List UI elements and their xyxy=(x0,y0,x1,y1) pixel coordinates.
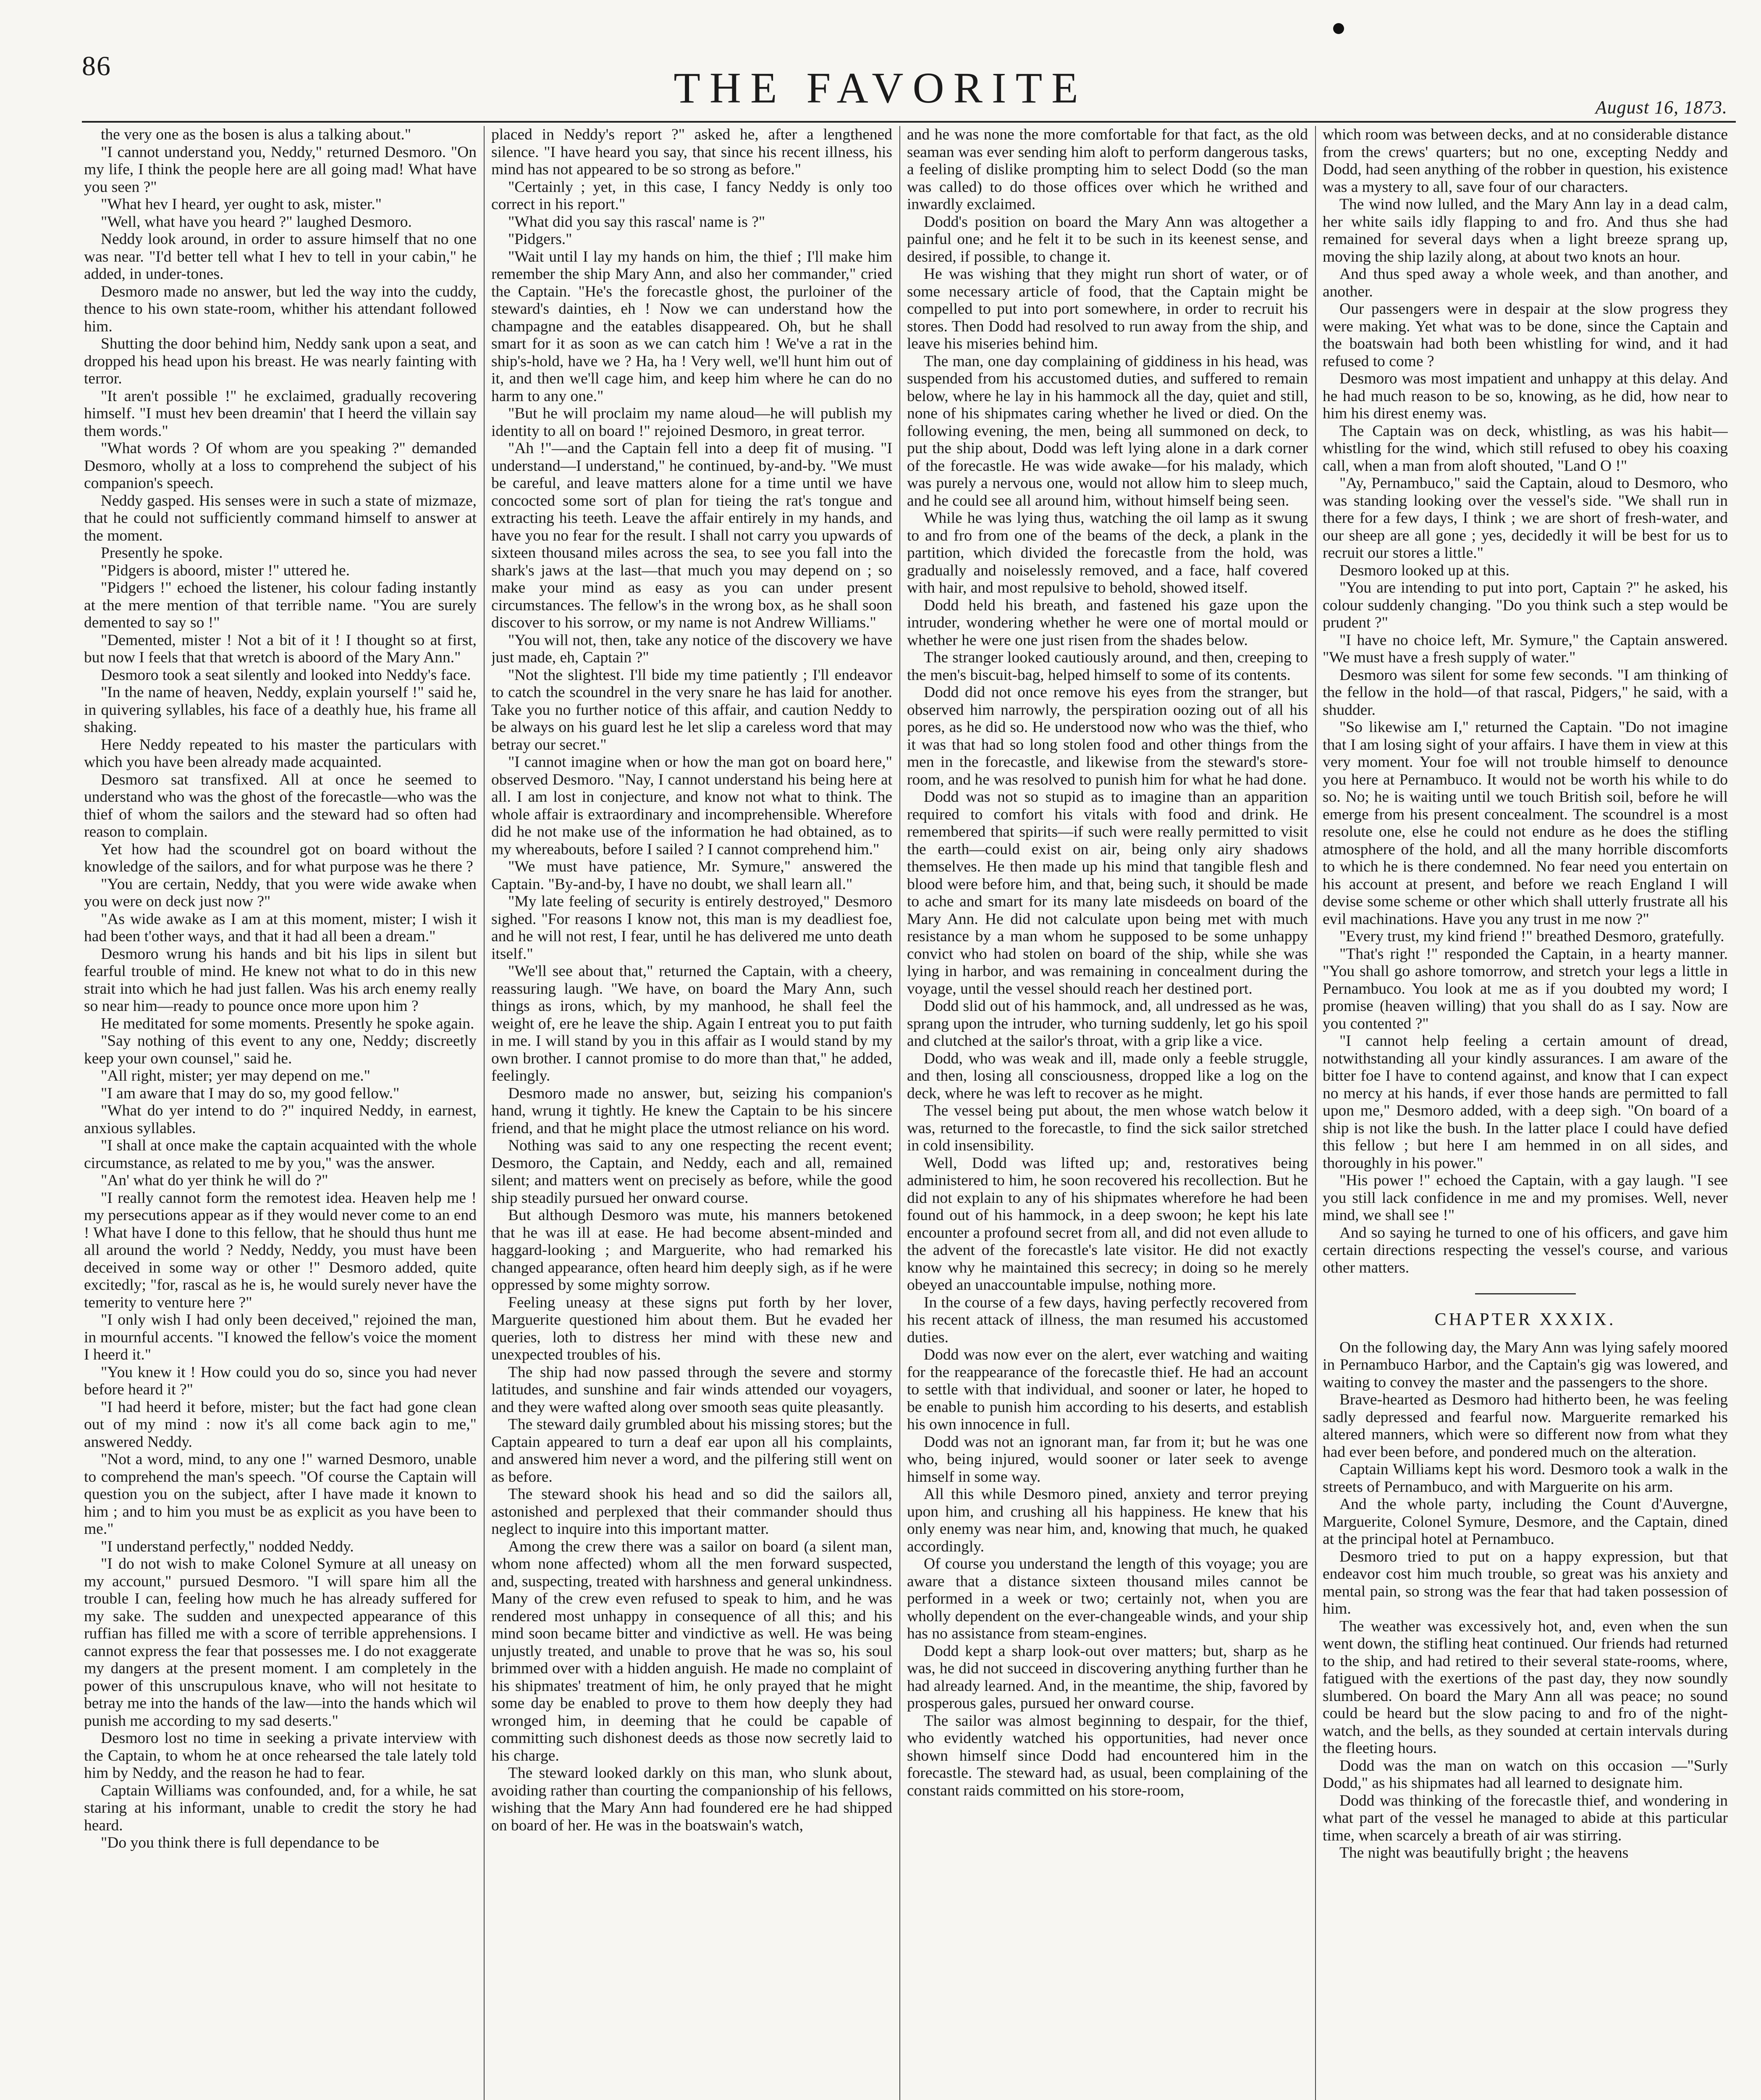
column-divider xyxy=(1315,126,1316,2100)
paragraph: Yet how had the scoundrel got on board without the knowledge of the sailors, and for what purpose was he there ? xyxy=(84,840,477,875)
paragraph: And the whole party, including the Count d'Auvergne, Marguerite, Colonel Symure, Desmore, and the Captain, dined at the principal hotel at Pernambuco. xyxy=(1323,1496,1728,1548)
paragraph: Desmoro was most impatient and unhappy at this delay. And he had much reason to be so, knowing, as he did, how near to him his direst enemy was. xyxy=(1323,370,1728,422)
paragraph: In the course of a few days, having perfectly recovered from his recent attack of illness, the man resumed his accustomed duties. xyxy=(907,1294,1308,1346)
paragraph: And so saying he turned to one of his officers, and gave him certain directions respecting the vessel's course, and various other matters. xyxy=(1323,1224,1728,1276)
paragraph: Dodd slid out of his hammock, and, all undressed as he was, sprang upon the intruder, who turning suddenly, let go his spoil and clutched at the sailor's throat, with a grip like a vice. xyxy=(907,998,1308,1050)
column-divider xyxy=(899,126,900,2100)
paragraph: Dodd was the man on watch on this occasion —"Surly Dodd," as his shipmates had all learned to designate him. xyxy=(1323,1757,1728,1792)
paragraph: "I am aware that I may do so, my good fellow." xyxy=(101,1084,400,1102)
paragraph: Dodd held his breath, and fastened his gaze upon the intruder, wondering whether he were one of mortal mould or whether he were one just risen from the shades below. xyxy=(907,596,1308,649)
paragraph: While he was lying thus, watching the oil lamp as it swung to and fro from one of the beams of the deck, a plank in the partition, which divided the forecastle from the hold, was gradually and noiselessly removed, and a face, half covered with hair, and most repulsive to behold, showed itself. xyxy=(907,509,1308,596)
paragraph: The sailor was almost beginning to despair, for the thief, who evidently watched his opportunities, had never once shown himself since Dodd had encountered him in the forecastle. The steward had, as usual, been complaining of the constant raids committed on his store-room, xyxy=(907,1712,1308,1799)
paragraph: "An' what do yer think he will do ?" xyxy=(101,1172,328,1189)
paragraph: The Captain was on deck, whistling, as was his habit—whistling for the wind, which still refused to obey his coaxing call, when a man from aloft shouted, "Land O !" xyxy=(1323,422,1728,475)
paragraph: But although Desmoro was mute, his manners betokened that he was ill at ease. He had become absent-minded and haggard-looking ; and Marguerite, who had remarked his changed appearance, often heard him deeply sigh, as if he were oppressed by some mighty sorrow. xyxy=(491,1207,892,1294)
paragraph: Desmoro wrung his hands and bit his lips in silent but fearful trouble of mind. He knew not what to do in this new strait into which he had just fallen. Was his arch enemy really so near him—ready to pounce once more upon him ? xyxy=(84,945,477,1015)
paragraph: Desmoro looked up at this. xyxy=(1339,562,1510,579)
paragraph: Feeling uneasy at these signs put forth by her lover, Marguerite questioned him about them. But he evaded her queries, loth to distress her mind with these new and unexpected troubles of his. xyxy=(491,1294,892,1363)
paragraph: The steward looked darkly on this man, who slunk about, avoiding rather than courting the companionship of his fellows, wishing that the Mary Ann had foundered ere he had shipped on board of her. He was in the boatswain's watch, xyxy=(491,1764,892,1834)
paragraph: "My late feeling of security is entirely destroyed," Desmoro sighed. "For reasons I know not, this man is my deadliest foe, and he will not rest, I fear, until he has delivered me unto death itself." xyxy=(491,893,892,963)
paragraph: "But he will proclaim my name aloud—he will publish my identity to all on board !" rejoined Desmoro, in great terror. xyxy=(491,405,892,440)
paragraph: Dodd kept a sharp look-out over matters; but, sharp as he was, he did not succeed in discovering anything further than he had already learned. And, in the meantime, the ship, favored by prosperous gales, pursued her onward course. xyxy=(907,1642,1308,1712)
paragraph: "His power !" echoed the Captain, with a gay laugh. "I see you still lack confidence in me and my promises. Well, never mind, we shall see !" xyxy=(1323,1172,1728,1224)
issue-date: August 16, 1873. xyxy=(1595,97,1727,118)
chapter-heading: CHAPTER XXXIX. xyxy=(1434,1310,1616,1329)
paragraph: On the following day, the Mary Ann was lying safely moored in Pernambuco Harbor, and the Captain's gig was lowered, and waiting to convey the master and the passengers to the shore. xyxy=(1323,1339,1728,1391)
paragraph: "In the name of heaven, Neddy, explain yourself !" said he, in quivering syllables, his face of a deathly hue, his frame all shaking. xyxy=(84,684,477,736)
paragraph: Desmoro was silent for some few seconds. "I am thinking of the fellow in the hold—of that rascal, Pidgers," he said, with a shudder. xyxy=(1323,666,1728,719)
paragraph: The steward shook his head and so did the sailors all, astonished and perplexed that their commander should thus neglect to inquire into this important matter. xyxy=(491,1486,892,1538)
paragraph: The vessel being put about, the men whose watch below it was, returned to the forecastle, to find the sick sailor stretched in cold insensibility. xyxy=(907,1102,1308,1154)
paragraph: The night was beautifully bright ; the heavens xyxy=(1339,1844,1629,1861)
paragraph: "Every trust, my kind friend !" breathed Desmoro, gratefully. xyxy=(1339,928,1724,945)
paragraph: placed in Neddy's report ?" asked he, after a lengthened silence. "I have heard you say, that since his recent illness, his mind has not appeared to be so strong as before." xyxy=(491,126,892,178)
column-2 xyxy=(491,126,892,2100)
paragraph: The man, one day complaining of giddiness in his head, was suspended from his accustomed duties, and suffered to remain below, where he lay in his hammock all the day, quiet and still, none of his shipmates caring whether he lived or died. On the following evening, the men, being all summoned on deck, to put the ship about, Dodd was left lying alone in a dark corner of the forecastle. He was wide awake—for his malady, which was purely a nervous one, would not allow him to sleep much, and he could see all around him, without himself being seen. xyxy=(907,352,1308,509)
paragraph: "Say nothing of this event to any one, Neddy; discreetly keep your own counsel," said he. xyxy=(84,1032,477,1067)
paragraph: "Pidgers is aboord, mister !" uttered he. xyxy=(101,562,350,579)
paragraph: Desmoro made no answer, but, seizing his companion's hand, wrung it tightly. He knew the Captain to be his sincere friend, and that he might place the utmost reliance on his word. xyxy=(491,1084,892,1137)
paragraph: Dodd, who was weak and ill, made only a feeble struggle, and then, losing all consciousness, dropped like a log on the deck, where he was left to recover as he might. xyxy=(907,1050,1308,1102)
paragraph: The weather was excessively hot, and, even when the sun went down, the stifling heat continued. Our friends had returned to the ship, and had retired to their several state-rooms, where, fatigued with the exertions of the past day, they now soundly slumbered. On board the Mary Ann all was peace; no sound could be heard but the slow pacing to and fro of the night-watch, and the bells, as they sounded at certain intervals during the fleeting hours. xyxy=(1323,1617,1728,1757)
paragraph: Well, Dodd was lifted up; and, restoratives being administered to him, he soon recovered his recollection. But he did not explain to any of his shipmates wherefore he had been found out of his hammock, in a deep swoon; he kept his late encounter a profound secret from all, and did not even allude to the advent of the forecastle's late visitor. He did not exactly know why he maintained this secrecy; in doing so he merely obeyed an unaccountable impulse, nothing more. xyxy=(907,1154,1308,1294)
paragraph: The steward daily grumbled about his missing stores; but the Captain appeared to turn a deaf ear upon all his complaints, and answered him never a word, and the pilfering still went on as before. xyxy=(491,1416,892,1486)
paragraph: Nothing was said to any one respecting the recent event; Desmoro, the Captain, and Neddy, each and all, remained silent; and matters went on precisely as before, while the good ship steadily pursued her onward course. xyxy=(491,1137,892,1207)
paragraph: "I cannot imagine when or how the man got on board here," observed Desmoro. "Nay, I cannot understand his being here at all. I am lost in conjecture, and know not what to think. The whole affair is extraordinary and incomprehensible. Wherefore did he not make use of the information he had obtained, as to my whereabouts, before I sailed ? I cannot comprehend him." xyxy=(491,753,892,858)
paragraph: All this while Desmoro pined, anxiety and terror preying upon him, and crushing all his happiness. He knew that his only enemy was near him, and, knowing that much, he quaked accordingly. xyxy=(907,1486,1308,1555)
column-4-chapter xyxy=(1323,1339,1728,1862)
paragraph: "What do yer intend to do ?" inquired Neddy, in earnest, anxious syllables. xyxy=(84,1102,477,1137)
paragraph: Shutting the door behind him, Neddy sank upon a seat, and dropped his head upon his breast. He was nearly fainting with terror. xyxy=(84,335,477,387)
paragraph: Desmoro took a seat silently and looked into Neddy's face. xyxy=(101,666,471,684)
paragraph: the very one as the bosen is alus a talking about." xyxy=(101,126,411,143)
paragraph: And thus sped away a whole week, and than another, and another. xyxy=(1323,265,1728,300)
paragraph: "Well, what have you heard ?" laughed Desmoro. xyxy=(101,213,412,231)
paragraph: Desmoro sat transfixed. All at once he seemed to understand who was the ghost of the forecastle—who was the thief of whom the sailors and the steward had so often had reason to complain. xyxy=(84,771,477,840)
paragraph: Desmoro lost no time in seeking a private interview with the Captain, to whom he at once rehearsed the tale lately told him by Neddy, and the reason he had to fear. xyxy=(84,1730,477,1782)
paragraph: "As wide awake as I am at this moment, mister; I wish it had been t'other ways, and that it had all been a dream." xyxy=(84,910,477,945)
paragraph: "I only wish I had only been deceived," rejoined the man, in mournful accents. "I knowed the fellow's voice the moment I heerd it." xyxy=(84,1311,477,1363)
paragraph: "You will not, then, take any notice of the discovery we have just made, eh, Captain ?" xyxy=(491,631,892,666)
paragraph: "I understand perfectly," nodded Neddy. xyxy=(101,1538,354,1555)
paragraph: "We must have patience, Mr. Symure," answered the Captain. "By-and-by, I have no doubt, we shall learn all." xyxy=(491,858,892,893)
paragraph: "Ah !"—and the Captain fell into a deep fit of musing. "I understand—I understand," he continued, by-and-by. "We must be careful, and leave matters alone for a time until we have concocted some sort of plan for tieing the rat's tongue and extracting his teeth. Leave the affair entirely in my hands, and have you no fear for the result. I shall not carry you upwards of sixteen thousand miles across the sea, to see you fall into the shark's jaws at the last—that much you may depend on ; so make your mind as easy as you can under present circumstances. The fellow's in the wrong box, as he shall soon discover to his sorrow, or my name is not Andrew Williams." xyxy=(491,440,892,631)
paragraph: "What did you say this rascal' name is ?" xyxy=(508,213,765,231)
paragraph: Presently he spoke. xyxy=(101,544,223,562)
paragraph: "Ay, Pernambuco," said the Captain, aloud to Desmoro, who was standing looking over the vessel's side. "We shall run in there for a few days, I think ; we are short of fresh-water, and our sheep are all gone ; yes, decidedly it will be best for us to recruit our stores a little." xyxy=(1323,475,1728,562)
paragraph: "Not a word, mind, to any one !" warned Desmoro, unable to comprehend the man's speech. "Of course the Captain will question you on the subject, after I have made it known to him ; and to him you must be as explicit as you have been to me." xyxy=(84,1451,477,1538)
paragraph: Brave-hearted as Desmoro had hitherto been, he was feeling sadly depressed and fearful now. Marguerite remarked his altered manners, which were so different now from what they had ever been before, and pondered much on the alteration. xyxy=(1323,1391,1728,1461)
paragraph: The wind now lulled, and the Mary Ann lay in a dead calm, her white sails idly flapping to and fro. And thus she had remained for several days when a light breeze sprang up, moving the ship lazily along, at about two knots an hour. xyxy=(1323,196,1728,265)
paragraph: Dodd's position on board the Mary Ann was altogether a painful one; and he felt it to be such in its keenest sense, and desired, if possible, to change it. xyxy=(907,213,1308,265)
paragraph: "I cannot help feeling a certain amount of dread, notwithstanding all your kindly assurances. I am aware of the bitter foe I have to contend against, and know that I can expect no mercy at his hands, if ever those hands are permitted to fall upon me," Desmoro added, with a deep sigh. "On board of a ship is not like the bush. In the latter place I could have defied this fellow ; but here I am hemmed in on all sides, and thoroughly in his power." xyxy=(1323,1032,1728,1172)
paragraph: Dodd was thinking of the forecastle thief, and wondering in what part of the vessel he managed to abide at this particular time, when scarcely a breath of air was stirring. xyxy=(1323,1792,1728,1844)
paragraph: The ship had now passed through the severe and stormy latitudes, and sunshine and fair winds attended our voyagers, and they were wafted along over smooth seas quite pleasantly. xyxy=(491,1363,892,1416)
column-1 xyxy=(84,126,477,2100)
column-3 xyxy=(907,126,1308,2100)
paragraph: "Certainly ; yet, in this case, I fancy Neddy is only too correct in his report." xyxy=(491,178,892,213)
paragraph: "All right, mister; yer may depend on me." xyxy=(101,1067,370,1084)
paragraph: Desmoro made no answer, but led the way into the cuddy, thence to his own state-room, whither his attendant followed him. xyxy=(84,283,477,335)
column-4 xyxy=(1323,126,1728,2100)
section-rule xyxy=(1475,1293,1576,1294)
column-divider xyxy=(484,126,485,2100)
paragraph: "Pidgers." xyxy=(508,231,572,248)
paragraph: which room was between decks, and at no considerable distance from the crews' quarters; but no one, excepting Neddy and Dodd, had seen anything of the robber in question, his existence was a mystery to all, save four of our characters. xyxy=(1323,126,1728,196)
page-number: 86 xyxy=(82,51,111,81)
paragraph: Captain Williams kept his word. Desmoro took a walk in the streets of Pernambuco, and with Marguerite on his arm. xyxy=(1323,1461,1728,1496)
paragraph: Dodd did not once remove his eyes from the stranger, but observed him narrowly, the perspiration oozing out of all his pores, as he did so. He understood now who was the thief, who it was that had so long stolen food and other things from the men in the forecastle, and likewise from the steward's store-room, and he was resolved to punish him for what he had done. xyxy=(907,684,1308,788)
paragraph: "You are certain, Neddy, that you were wide awake when you were on deck just now ?" xyxy=(84,875,477,910)
paragraph: "Demented, mister ! Not a bit of it ! I thought so at first, but now I feels that that wretch is aboord of the Mary Ann." xyxy=(84,631,477,666)
paragraph: "You knew it ! How could you do so, since you had never before heard it ?" xyxy=(84,1363,477,1398)
paragraph: "What hev I heard, yer ought to ask, mister." xyxy=(101,196,382,213)
paragraph: "That's right !" responded the Captain, in a hearty manner. "You shall go ashore tomorrow, and stretch your legs a little in Pernambuco. You look at me as if you doubted my word; I promise (heaven willing) that you shall do as I say. Now are you contented ?" xyxy=(1323,945,1728,1032)
paragraph: Of course you understand the length of this voyage; you are aware that a distance sixteen thousand miles cannot be performed in a week or two; certainly not, when you are wholly dependent on the ever-changeable winds, and your ship has no assistance from steam-engines. xyxy=(907,1555,1308,1642)
paragraph: "It aren't possible !" he exclaimed, gradually recovering himself. "I must hev been dreamin' that I heerd the villain say them words." xyxy=(84,387,477,440)
paragraph: "I have no choice left, Mr. Symure," the Captain answered. "We must have a fresh supply of water." xyxy=(1323,631,1728,666)
paragraph: Dodd was not so stupid as to imagine than an apparition required to comfort his vitals with food and drink. He remembered that spirits—if such were really permitted to visit the earth—could exist on air, being only airy shadows themselves. He then made up his mind that tangible flesh and blood were before him, and that, being such, it should be made to ache and smart for its many late misdeeds on board of the Mary Ann. He did not calculate upon being met with much resistance by a man whom he supposed to be some unhappy convict who had stolen on board of the ship, while she was lying in harbor, and was remaining in concealment during the voyage, until the vessel should reach her destined port. xyxy=(907,788,1308,998)
paragraph: "I had heerd it before, mister; but the fact had gone clean out of my mind : now it's all come back agin to me," answered Neddy. xyxy=(84,1398,477,1451)
printer-mark xyxy=(1333,23,1344,34)
paragraph: "We'll see about that," returned the Captain, with a cheery, reassuring laugh. "We have, on board the Mary Ann, such things as irons, which, by my manhood, he shall feel the weight of, ere he leave the ship. Again I entreat you to put faith in me. I will stand by you in this affair as I would stand by my own brother. I cannot promise to do more than that," he added, feelingly. xyxy=(491,963,892,1084)
paragraph: Here Neddy repeated to his master the particulars with which you have been already made acquainted. xyxy=(84,736,477,771)
paragraph: He meditated for some moments. Presently he spoke again. xyxy=(101,1015,474,1032)
paragraph: Neddy gasped. His senses were in such a state of mizmaze, that he could not sufficiently command himself to answer at the moment. xyxy=(84,492,477,544)
paragraph: The stranger looked cautiously around, and then, creeping to the men's biscuit-bag, helped himself to some of its contents. xyxy=(907,649,1308,684)
paragraph: "What words ? Of whom are you speaking ?" demanded Desmoro, wholly at a loss to comprehend the subject of his companion's speech. xyxy=(84,440,477,492)
paragraph: "I really cannot form the remotest idea. Heaven help me ! my persecutions appear as if they would never come to an end ! What have I done to this fellow, that he should thus hunt me all around the world ? Neddy, Neddy, you must have been deceived in some way or other !" Desmoro added, quite excitedly; "for, rascal as he is, he would surely never have the temerity to venture here ?" xyxy=(84,1189,477,1311)
paragraph: "I shall at once make the captain acquainted with the whole circumstance, as related to me by you," was the answer. xyxy=(84,1137,477,1172)
masthead-title: THE FAVORITE xyxy=(673,64,1088,112)
paragraph: Captain Williams was confounded, and, for a while, he sat staring at his informant, unable to credit the story he had heard. xyxy=(84,1782,477,1834)
paragraph: Dodd was now ever on the alert, ever watching and waiting for the reappearance of the forecastle thief. He had an account to settle with that individual, and sooner or later, he hoped to be enable to punish him according to his deserts, and establish his own innocence in full. xyxy=(907,1346,1308,1433)
paragraph: "I do not wish to make Colonel Symure at all uneasy on my account," pursued Desmoro. "I will spare him all the trouble I can, feeling how much he has already suffered for my sake. The sudden and unexpected appearance of this ruffian has filled me with a score of terrible apprehensions. I cannot express the fear that possesses me. I do not exaggerate my dangers at the present moment. I am completely in the power of this unscrupulous knave, who will not hesitate to betray me into the hands of the law—into the hands which wil punish me according to my sad deserts." xyxy=(84,1555,477,1730)
paragraph: Dodd was not an ignorant man, far from it; but he was one who, being injured, would sooner or later seek to avenge himself in some way. xyxy=(907,1433,1308,1486)
paragraph: "You are intending to put into port, Captain ?" he asked, his colour suddenly changing. "Do you think such a step would be prudent ?" xyxy=(1323,579,1728,631)
paragraph: Neddy look around, in order to assure himself that no one was near. "I'd better tell what I hev to tell in your cabin," he added, in under-tones. xyxy=(84,231,477,283)
header-rule xyxy=(82,121,1736,123)
paragraph: "Pidgers !" echoed the listener, his colour fading instantly at the mere mention of that terrible name. "You are surely demented to say so !" xyxy=(84,579,477,631)
paragraph: Our passengers were in despair at the slow progress they were making. Yet what was to be done, since the Captain and the boatswain had both been whistling for wind, and it had refused to come ? xyxy=(1323,300,1728,370)
paragraph: He was wishing that they might run short of water, or of some necessary article of food, that the Captain might be compelled to put into port somewhere, in order to recruit his stores. Then Dodd had resolved to run away from the ship, and leave his miseries behind him. xyxy=(907,265,1308,352)
paragraph: "Wait until I lay my hands on him, the thief ; I'll make him remember the ship Mary Ann, and also her commander," cried the Captain. "He's the forecastle ghost, the purloiner of the steward's dainties, eh ! Now we can understand how the champagne and the eatables disappeared. Oh, but he shall smart for it as soon as we can catch him ! We've a rat in the ship's-hold, have we ? Ha, ha ! Very well, we'll hunt him out of it, and then we'll cage him, and keep him where he can do no harm to any one." xyxy=(491,248,892,405)
paragraph: Desmoro tried to put on a happy expression, but that endeavor cost him much trouble, so great was his anxiety and mental pain, so strong was the fear that had taken possession of him. xyxy=(1323,1548,1728,1617)
paragraph: "Not the slightest. I'll bide my time patiently ; I'll endeavor to catch the scoundrel in the very snare he has laid for another. Take you no further notice of this affair, and caution Neddy to be always on his guard lest he let slip a careless word that may betray our secret." xyxy=(491,666,892,753)
paragraph: "Do you think there is full dependance to be xyxy=(101,1834,380,1851)
paragraph: Among the crew there was a sailor on board (a silent man, whom none affected) whom all the men forward suspected, and, suspecting, treated with harshness and general unkindness. Many of the crew even refused to speak to him, and he was rendered most unhappy in consequence of all this; and his mind soon became bitter and vindictive as well. He was being unjustly treated, and unable to prove that he was so, his soul brimmed over with a hidden anguish. He made no complaint of his shipmates' treatment of him, he only prayed that he might some day be enabled to prove to them how deeply they had wronged him, in deeming that he could be capable of committing such dishonest deeds as those now secretly laid to his charge. xyxy=(491,1538,892,1764)
column-4-story xyxy=(1323,126,1728,1276)
paragraph: "So likewise am I," returned the Captain. "Do not imagine that I am losing sight of your affairs. I have them in view at this very moment. Your foe will not trouble himself to denounce you here at Pernambuco. It would not be worth his while to do so. No; he is waiting until we touch British soil, before he will emerge from his present concealment. The scoundrel is a most resolute one, else he could not endure as he does the stifling atmosphere of the hold, and all the many horrible discomforts to which he is there condemned. No fear need you entertain on his account at present, and before we reach England I will devise some scheme or other which shall utterly frustrate all his evil machinations. Have you any trust in me now ?" xyxy=(1323,719,1728,928)
paragraph: and he was none the more comfortable for that fact, as the old seaman was ever sending him aloft to perform dangerous tasks, a feeling of dislike prompting him to select Dodd (so the man was called) to do those offices over which he writhed and inwardly exclaimed. xyxy=(907,126,1308,213)
paragraph: "I cannot understand you, Neddy," returned Desmoro. "On my life, I think the people here are all going mad! What have you seen ?" xyxy=(84,143,477,196)
